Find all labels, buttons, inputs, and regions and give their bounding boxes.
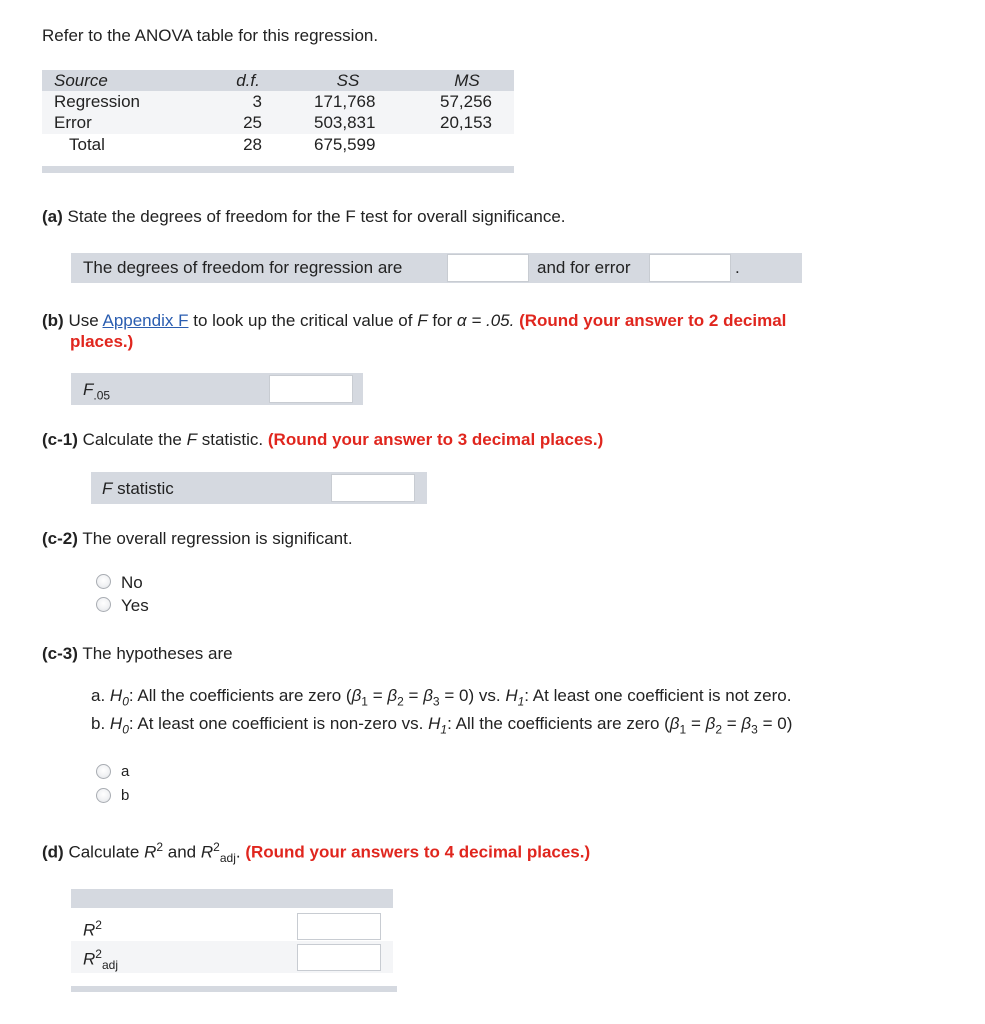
part-c3-label: (c-3)	[42, 644, 78, 663]
radio-yes[interactable]	[96, 597, 111, 612]
anova-row-ss: 171,768	[314, 92, 376, 111]
r-squared-superscript: 2	[213, 840, 220, 854]
part-a-text: State the degrees of freedom for the F test for overall significance.	[67, 207, 566, 226]
part-c1-instruction: (Round your answer to 3 decimal places.)	[267, 430, 604, 449]
hypothesis-a-prefix: a.	[91, 686, 106, 705]
r2adj-input[interactable]	[297, 944, 381, 971]
adj-subscript: adj	[219, 851, 236, 866]
part-c2-text: The overall regression is significant.	[82, 529, 353, 548]
r-squared-superscript: 2	[156, 840, 164, 854]
anova-header-df: d.f.	[236, 71, 260, 90]
beta-symbol: β	[351, 686, 362, 705]
part-c1-f-letter: F	[186, 430, 197, 449]
part-b-text-for: for	[432, 311, 453, 330]
anova-header-source: Source	[54, 71, 108, 90]
f05-letter: F	[83, 380, 94, 399]
part-a-period: .	[735, 258, 740, 277]
r2adj-subscript: adj	[101, 958, 118, 973]
anova-row-source: Regression	[54, 92, 140, 111]
alpha-value: = .05.	[471, 311, 515, 330]
part-d-and: and	[167, 842, 197, 862]
alpha-symbol: α	[456, 311, 467, 330]
h1-letter: H	[505, 686, 518, 705]
hypothesis-a-text2: ) vs.	[468, 686, 501, 705]
f-statistic-letter: F	[102, 479, 113, 498]
equals-sign: =	[444, 686, 455, 705]
radio-a-label: a	[121, 763, 130, 780]
h0-letter: H	[109, 714, 123, 733]
hypothesis-a	[91, 686, 791, 708]
part-c3-question	[42, 644, 233, 664]
f-critical-input[interactable]	[269, 375, 353, 403]
part-c1-label: (c-1)	[42, 430, 78, 449]
r2-letter: R	[83, 920, 96, 940]
hypothesis-a-text3: : At least one coefficient is not zero.	[524, 686, 792, 705]
equals-sign: =	[762, 714, 773, 733]
part-b-text-pre: Use	[68, 311, 99, 330]
part-c2-label: (c-2)	[42, 529, 78, 548]
radio-no[interactable]	[96, 574, 111, 589]
part-b-text-post: to look up the critical value of	[193, 311, 413, 330]
hypothesis-b-text3: )	[786, 714, 793, 733]
beta-subscript: 1	[679, 722, 687, 737]
anova-header-ss: SS	[336, 71, 360, 90]
part-a-question	[42, 207, 566, 227]
anova-row-source: Total	[69, 135, 105, 154]
part-c2-question	[42, 529, 353, 549]
part-a-prompt-error: and for error	[537, 258, 631, 277]
f-statistic-input[interactable]	[331, 474, 415, 502]
r2-input[interactable]	[297, 913, 381, 940]
h1-subscript: 1	[517, 694, 525, 709]
h0-letter: H	[109, 686, 123, 705]
part-d-text: Calculate	[68, 842, 140, 862]
radio-b[interactable]	[96, 788, 111, 803]
equals-sign: =	[726, 714, 737, 733]
part-d-instruction: (Round your answers to 4 decimal places.)	[245, 842, 591, 862]
beta-symbol: β	[741, 714, 752, 733]
r2-label	[83, 918, 102, 941]
zero-value: 0	[459, 686, 469, 705]
r-letter: R	[200, 842, 214, 862]
r2adj-letter: R	[83, 949, 96, 969]
part-b-instruction-cont: places.)	[70, 332, 134, 351]
beta-subscript: 3	[432, 694, 440, 709]
df-error-input[interactable]	[649, 254, 731, 282]
hypothesis-a-text1: : All the coefficients are zero (	[128, 686, 352, 705]
equals-sign: =	[408, 686, 419, 705]
h1-letter: H	[428, 714, 441, 733]
part-c1-text2: statistic.	[201, 430, 264, 449]
part-d-footer-bar	[71, 986, 397, 992]
hypothesis-b-text1: : At least one coefficient is non-zero vs.	[128, 714, 424, 733]
part-a-label: (a)	[42, 207, 63, 226]
r2-superscript: 2	[95, 918, 102, 932]
r2adj-label	[83, 947, 118, 972]
f05-subscript: .05	[93, 388, 111, 403]
beta-symbol: β	[423, 686, 433, 705]
r-letter: R	[144, 842, 157, 862]
df-regression-input[interactable]	[447, 254, 529, 282]
anova-header-ms: MS	[454, 71, 480, 90]
part-d-question	[42, 840, 590, 865]
anova-row-df: 28	[243, 135, 262, 154]
part-d-label: (d)	[42, 842, 64, 862]
anova-row-df: 25	[243, 113, 262, 132]
r2adj-superscript: 2	[95, 947, 102, 961]
anova-row-source: Error	[54, 113, 92, 132]
f05-label	[83, 380, 110, 402]
anova-row-df: 3	[252, 92, 262, 111]
anova-row-ss: 503,831	[314, 113, 376, 132]
beta-symbol: β	[669, 714, 680, 733]
appendix-f-link[interactable]: Appendix F	[102, 311, 189, 330]
part-c3-text: The hypotheses are	[82, 644, 233, 663]
radio-b-label: b	[121, 787, 130, 804]
h0-subscript: 0	[122, 722, 129, 737]
beta-symbol: β	[387, 686, 398, 705]
radio-yes-label: Yes	[121, 596, 149, 615]
beta-subscript: 1	[361, 694, 368, 709]
part-b-question	[42, 310, 922, 352]
h0-subscript: 0	[122, 694, 129, 709]
hypothesis-b-text2: : All the coefficients are zero (	[447, 714, 670, 733]
radio-a[interactable]	[96, 764, 111, 779]
zero-value: 0	[777, 714, 787, 733]
radio-no-label: No	[121, 573, 143, 592]
anova-row-ms: 57,256	[440, 92, 492, 111]
f-statistic-label	[102, 479, 174, 499]
f-statistic-text: statistic	[117, 479, 174, 498]
anova-row-ss: 675,599	[314, 135, 376, 154]
part-c1-question	[42, 430, 603, 450]
anova-footer-bar	[42, 166, 514, 173]
beta-subscript: 3	[751, 722, 758, 737]
hypothesis-b	[91, 714, 792, 736]
part-d-dot: .	[235, 842, 241, 862]
equals-sign: =	[690, 714, 701, 733]
part-b-f-letter: F	[417, 311, 428, 330]
part-d-header-bar	[71, 889, 393, 908]
anova-row-ms: 20,153	[440, 113, 492, 132]
intro-text: Refer to the ANOVA table for this regression.	[42, 26, 379, 45]
part-a-prompt-regression: The degrees of freedom for regression are	[83, 258, 403, 277]
h1-subscript: 1	[440, 722, 448, 737]
part-b-instruction: (Round your answer to 2 decimal	[519, 311, 787, 330]
equals-sign: =	[372, 686, 383, 705]
beta-subscript: 2	[397, 694, 404, 709]
part-b-label: (b)	[42, 311, 64, 330]
beta-symbol: β	[705, 714, 716, 733]
hypothesis-b-prefix: b.	[91, 714, 106, 733]
beta-subscript: 2	[715, 722, 723, 737]
part-c1-text: Calculate the	[82, 430, 182, 449]
